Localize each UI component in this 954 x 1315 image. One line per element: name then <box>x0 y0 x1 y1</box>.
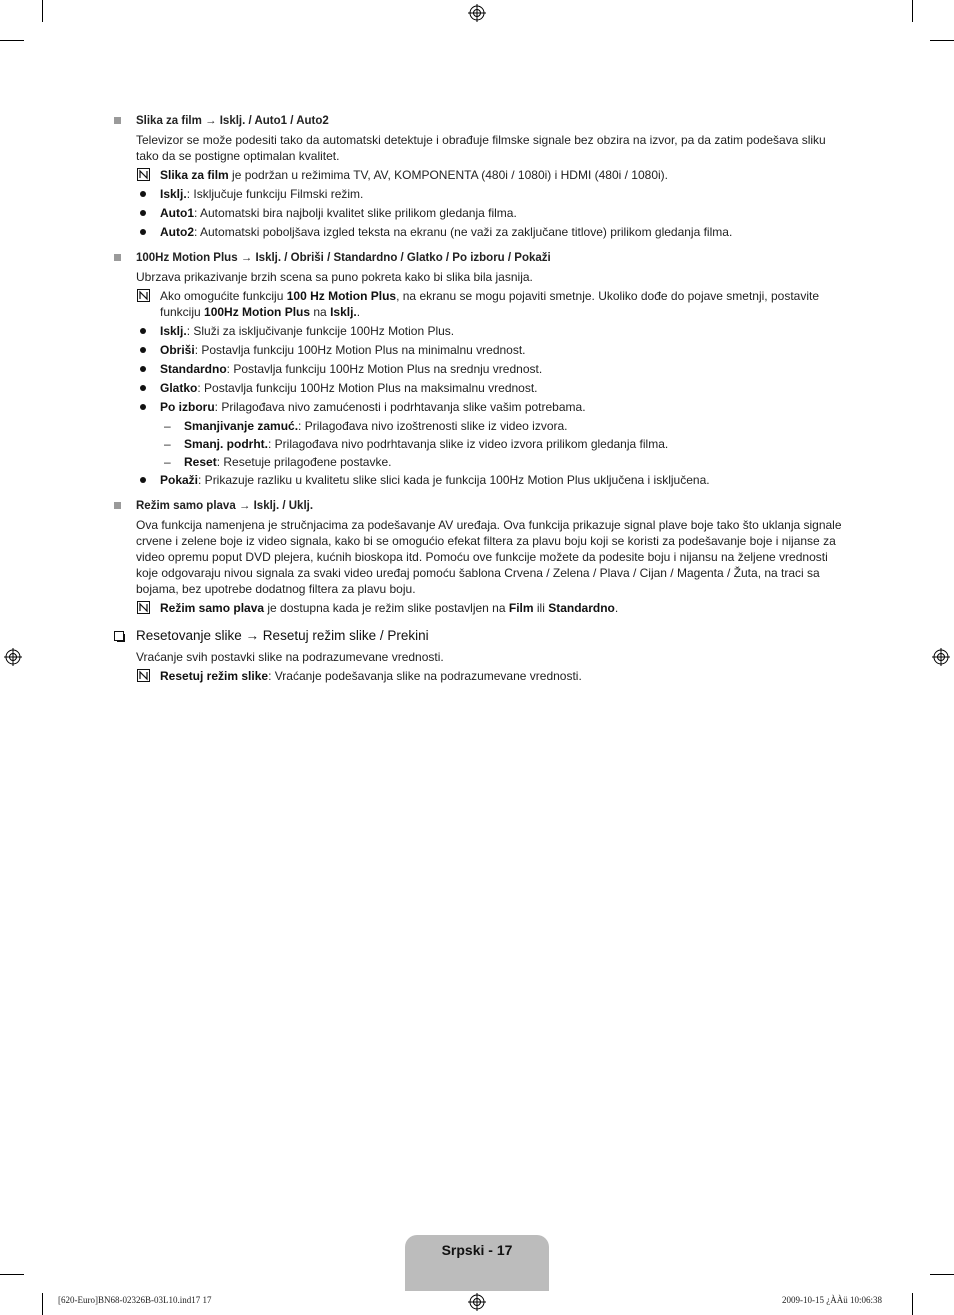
sub-item-text: : Prilagođava nivo podrhtavanja slike iz video izvora prilikom gledanja filma. <box>268 437 669 451</box>
note-bold: Režim samo plava <box>160 601 265 615</box>
bullet-dot-icon <box>140 210 146 216</box>
bullet-dot-icon <box>140 328 146 334</box>
bullet-dot-icon <box>140 404 146 410</box>
list-item <box>112 361 842 377</box>
list-item-text: : Postavlja funkciju 100Hz Motion Plus na maksimalnu vrednost. <box>197 381 538 395</box>
sub-item-text: : Resetuje prilagođene postavke. <box>216 455 392 469</box>
crop-mark <box>912 1293 913 1315</box>
sub-list-item <box>112 436 842 452</box>
list-item-term: Glatko <box>160 381 198 395</box>
crop-mark <box>42 0 43 22</box>
bullet-dot-icon <box>140 191 146 197</box>
sub-list-item <box>112 418 842 434</box>
page-number: Srpski - 17 <box>441 1242 513 1258</box>
section-heading <box>112 250 842 266</box>
dash-marker: – <box>164 419 171 433</box>
manual-content <box>112 113 842 694</box>
note-icon <box>137 289 150 302</box>
list-item-text: : Isključuje funkciju Filmski režim. <box>186 187 364 201</box>
footer-timestamp: 2009-10-15 ¿ÀÀü 10:06:38 <box>782 1295 882 1305</box>
crop-mark <box>912 0 913 22</box>
list-item-text: : Postavlja funkciju 100Hz Motion Plus na minimalnu vrednost. <box>194 343 526 357</box>
list-item-term: Auto1 <box>160 206 194 220</box>
section-heading <box>112 113 842 129</box>
heading-text: Režim samo plava → Isklj. / Uklj. <box>136 500 314 512</box>
note-text: je dostupna kada je režim slike postavljen na <box>264 601 509 615</box>
note <box>112 600 842 616</box>
section-description: Vraćanje svih postavki slike na podrazumevane vrednosti. <box>136 650 444 664</box>
bullet-dot-icon <box>140 366 146 372</box>
note <box>112 288 842 320</box>
dash-marker: – <box>164 437 171 451</box>
list-item-text: : Prikazuje razliku u kvalitetu slike slici kada je funkcija 100Hz Motion Plus uključena i isključena. <box>198 473 710 487</box>
crop-mark <box>0 1274 24 1275</box>
list-item-text: : Prilagođava nivo zamućenosti i podrhtavanja slike vašim potrebama. <box>214 400 586 414</box>
sub-item-text: : Prilagođava nivo izoštrenosti slike iz video izvora. <box>298 419 568 433</box>
list-item <box>112 380 842 396</box>
page-number-tab <box>405 1235 549 1291</box>
list-item <box>112 186 842 202</box>
crop-mark <box>0 40 24 41</box>
list-item-term: Standardno <box>160 362 227 376</box>
square-bullet-icon <box>114 117 121 124</box>
note-bold: 100Hz Motion Plus <box>204 305 311 319</box>
note-bold: 100 Hz Motion Plus <box>286 289 397 303</box>
bullet-dot-icon <box>140 477 146 483</box>
square-bullet-icon <box>114 502 121 509</box>
list-item-term: Auto2 <box>160 225 194 239</box>
section-heading <box>112 498 842 514</box>
note-bold: Resetuj režim slike <box>160 669 269 683</box>
section-description: Televizor se može podesiti tako da automatski detektuje i obrađuje filmske signale bez obzira na izvor, pa da zatim podešava sliku tako da se postigne optimalan kvalitet. <box>136 133 826 163</box>
note-bold: Standardno <box>548 601 615 615</box>
note-icon <box>137 601 150 614</box>
note-text: Ako omogućite funkciju <box>160 289 287 303</box>
list-item-term: Isklj. <box>160 324 187 338</box>
section-picture-reset <box>112 628 842 684</box>
note-text: . <box>614 601 619 615</box>
list-item <box>112 472 842 488</box>
sub-item-term: Smanjivanje zamuć. <box>184 419 299 433</box>
section-blue-only <box>112 498 842 616</box>
registration-mark-icon <box>932 648 950 666</box>
crop-mark <box>930 40 954 41</box>
list-item-text: : Služi za isključivanje funkcije 100Hz Motion Plus. <box>186 324 455 338</box>
list-item-text: : Automatski bira najbolji kvalitet slike prilikom gledanja filma. <box>194 206 517 220</box>
crop-mark <box>930 1274 954 1275</box>
note-text: , na ekranu se mogu pojaviti smetnje. Ukoliko dođe do pojave smetnji, postavite funkciju <box>160 289 819 319</box>
note <box>112 668 842 684</box>
sub-item-term: Smanj. podrht. <box>184 437 268 451</box>
sub-list-item <box>112 454 842 470</box>
dash-marker: – <box>164 455 171 469</box>
note <box>112 167 842 183</box>
note-text: na <box>310 305 331 319</box>
note-bold: Isklj. <box>330 305 357 319</box>
note-bold: Slika za film <box>160 168 229 182</box>
list-item-term: Obriši <box>160 343 195 357</box>
note-icon <box>137 168 150 181</box>
note-text: : Vraćanje podešavanja slike na podrazumevane vrednosti. <box>268 669 582 683</box>
heading-text: Resetovanje slike → Resetuj režim slike / Prekini <box>136 628 429 643</box>
section-film-mode <box>112 113 842 240</box>
note-text: . <box>356 305 361 319</box>
section-description: Ova funkcija namenjena je stručnjacima za podešavanje AV uređaja. Ova funkcija prikazuje signal plave boje tako što uklanja signale crvene i zelene boje iz video signala, kako bi se omogućio efekat filtera za plavu boju koji se koristi za podešavanje boje i nijanse za video opremu poput DVD plejera, kućnih bioskopa itd. Pomoću ove funkcije možete da podesite boju i nijansu na željene vrednosti koje odgovaraju nivou signala za svaki video uređaj pomoću šablona Crvena / Zelena / Plava / Cijan / Magenta / Žuta, na traci sa bojama, bez upotrebe dodatnog filtera za plavu boju. <box>136 518 842 596</box>
section-description: Ubrzava prikazivanje brzih scena sa puno pokreta kako bi slika bila jasnija. <box>136 270 533 284</box>
section-heading <box>112 628 842 644</box>
section-motion-plus <box>112 250 842 488</box>
sub-item-term: Reset <box>184 455 217 469</box>
list-item <box>112 323 842 339</box>
list-item-text: : Automatski poboljšava izgled teksta na ekranu (ne važi za zaključane titlove) prilikom gledanja filma. <box>194 225 733 239</box>
list-item-term: Pokaži <box>160 473 199 487</box>
bullet-dot-icon <box>140 229 146 235</box>
note-bold: Film <box>508 601 534 615</box>
note-text: ili <box>533 601 549 615</box>
heading-text: 100Hz Motion Plus → Isklj. / Obriši / Standardno / Glatko / Po izboru / Pokaži <box>136 252 551 264</box>
bullet-dot-icon <box>140 347 146 353</box>
heading-text: Slika za film → Isklj. / Auto1 / Auto2 <box>136 115 329 127</box>
note-text: je podržan u režimima TV, AV, KOMPONENTA (480i / 1080i) i HDMI (480i / 1080i). <box>228 168 668 182</box>
registration-mark-icon <box>468 4 486 22</box>
list-item <box>112 224 842 240</box>
list-item <box>112 342 842 358</box>
checkbox-bullet-icon <box>114 631 124 641</box>
list-item <box>112 399 842 415</box>
bullet-dot-icon <box>140 385 146 391</box>
list-item-term: Po izboru <box>160 400 215 414</box>
crop-mark <box>42 1293 43 1315</box>
square-bullet-icon <box>114 254 121 261</box>
registration-mark-icon <box>4 648 22 666</box>
footer-file-info: [620-Euro]BN68-02326B-03L10.ind17 17 <box>58 1295 212 1305</box>
registration-mark-icon <box>468 1293 486 1311</box>
note-icon <box>137 669 150 682</box>
list-item-term: Isklj. <box>160 187 187 201</box>
list-item <box>112 205 842 221</box>
list-item-text: : Postavlja funkciju 100Hz Motion Plus na srednju vrednost. <box>226 362 543 376</box>
